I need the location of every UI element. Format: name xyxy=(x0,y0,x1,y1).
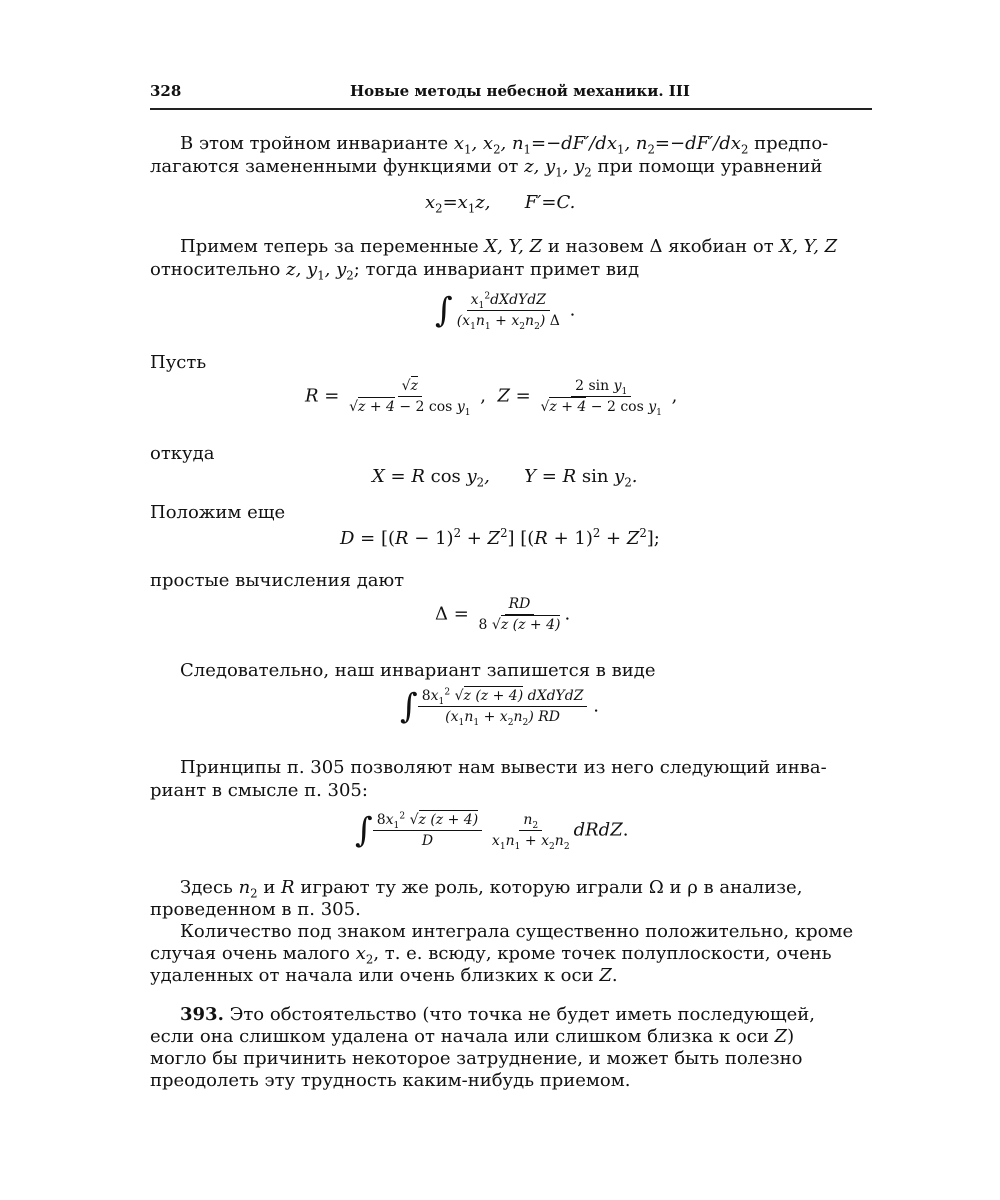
formula-integral-3: ∫ $\frac{8x_1^2 √z (z + 4)}{D}$ $\frac{n_2}{x_1n_1 + x_2n_2}$ dRdZ. xyxy=(355,810,629,852)
math-inline: X, Y, Z xyxy=(779,236,838,257)
formula-integral-2: ∫ $\frac{8x_1^2 √z (z + 4) dXdYdZ}{(x_1n_1 + x_2n_2) RD}$ . xyxy=(400,686,599,728)
word-otkuda: откуда xyxy=(150,443,215,464)
text: и xyxy=(257,877,282,898)
paragraph-393-line-2 xyxy=(150,1026,794,1047)
formula-d: $D = [(R - 1)^2 + Z^2]$ $[(R + 1)^2 + Z^2]$; xyxy=(340,526,660,549)
math-inline: X, Y, Z xyxy=(484,236,543,257)
paragraph-invariant-line-2 xyxy=(150,156,823,180)
paragraph-kolichestvo-line-3 xyxy=(150,965,618,986)
page-header xyxy=(150,82,872,110)
text: ) xyxy=(787,1026,795,1047)
text: предпо- xyxy=(748,133,829,154)
paragraph-kolichestvo-line-2 xyxy=(150,943,832,967)
paragraph-variables-line-1 xyxy=(180,236,837,257)
math-inline: $n_2$ xyxy=(238,877,258,901)
text: если она слишком удалена от начала или слишком близка к оси xyxy=(150,1026,775,1047)
paragraph-invariant-line-1 xyxy=(180,133,829,157)
formula-integral-1: ∫ $\frac{x_1^2dXdYdZ}{(x_1n_1 + x_2n_2) \Delta}$ . xyxy=(435,290,576,332)
text: удаленных от начала или очень близких к оси xyxy=(150,965,600,986)
text-principy-line-1: Принципы п. 305 позволяют нам вывести из него следующий инва- xyxy=(180,757,827,778)
math-inline: z, $y_1$, $y_2$ xyxy=(524,156,592,180)
text: Это обстоятельство (что точка не будет иметь последующей, xyxy=(223,1004,815,1025)
text: и назовем Δ якобиан от xyxy=(542,236,780,257)
paragraph-kolichestvo-line-1: Количество под знаком интеграла существенно положительно, кроме xyxy=(180,921,854,942)
formula-x2-f: $x_2=x_1z$, F′=C. xyxy=(425,192,576,216)
text-principy-line-2: риант в смысле п. 305: xyxy=(150,780,368,801)
text: , т. е. всюду, кроме точек полуплоскости, очень xyxy=(373,943,832,964)
math-inline: $x_1$, $x_2$, $n_1=-dF'/dx_1$, $n_2=-dF'/dx_2$ xyxy=(453,133,749,157)
math-inline: $x_2$ xyxy=(355,943,374,967)
text: Здесь xyxy=(180,877,239,898)
text: В этом тройном инварианте xyxy=(180,133,454,154)
running-title: Новые методы небесной механики. III xyxy=(350,82,690,100)
text: случая очень малого xyxy=(150,943,356,964)
text: играют ту же роль, которую играли Ω и ρ в анализе, xyxy=(294,877,803,898)
section-number: 393. xyxy=(180,1004,224,1025)
paragraph-variables-line-2 xyxy=(150,259,640,283)
text: лагаются замененными функциями от xyxy=(150,156,525,177)
math-inline: Z xyxy=(599,965,612,986)
text: . xyxy=(611,965,618,986)
word-pust: Пусть xyxy=(150,352,207,373)
math-inline: Z xyxy=(774,1026,788,1047)
text: Примем теперь за переменные xyxy=(180,236,485,257)
word-polozhim: Положим еще xyxy=(150,502,286,523)
text: ; тогда инвариант примет вид xyxy=(353,259,640,280)
paragraph-393-line-3: могло бы причинить некоторое затруднение, и может быть полезно xyxy=(150,1048,803,1069)
text: при помощи уравнений xyxy=(591,156,823,177)
text: относительно xyxy=(150,259,287,280)
paragraph-393-line-1 xyxy=(180,1004,815,1025)
text-vychisleniya: простые вычисления дают xyxy=(150,570,405,591)
page-number: 328 xyxy=(150,82,182,100)
formula-r-z: R = $\frac{√z}{√z + 4 - 2 \cos y_1}$ , Z = $\frac{2 \sin y_1}{√z + 4 - 2 \cos y_1}$ , xyxy=(305,378,678,418)
paragraph-zdes-line-1 xyxy=(180,877,803,901)
math-inline: z, $y_1$, $y_2$ xyxy=(286,259,354,283)
math-inline: R xyxy=(281,877,295,898)
paragraph-zdes-line-2: проведенном в п. 305. xyxy=(150,899,361,920)
paragraph-393-line-4: преодолеть эту трудность каким-нибудь приемом. xyxy=(150,1070,631,1091)
formula-x-y: X = R $\cos y_2$, Y = R $\sin y_2$. xyxy=(372,466,638,490)
formula-delta: Δ = $\frac{RD}{8 √z (z + 4)}$ . xyxy=(435,596,571,633)
text-sledovatelno: Следовательно, наш инвариант запишется в виде xyxy=(180,660,656,681)
